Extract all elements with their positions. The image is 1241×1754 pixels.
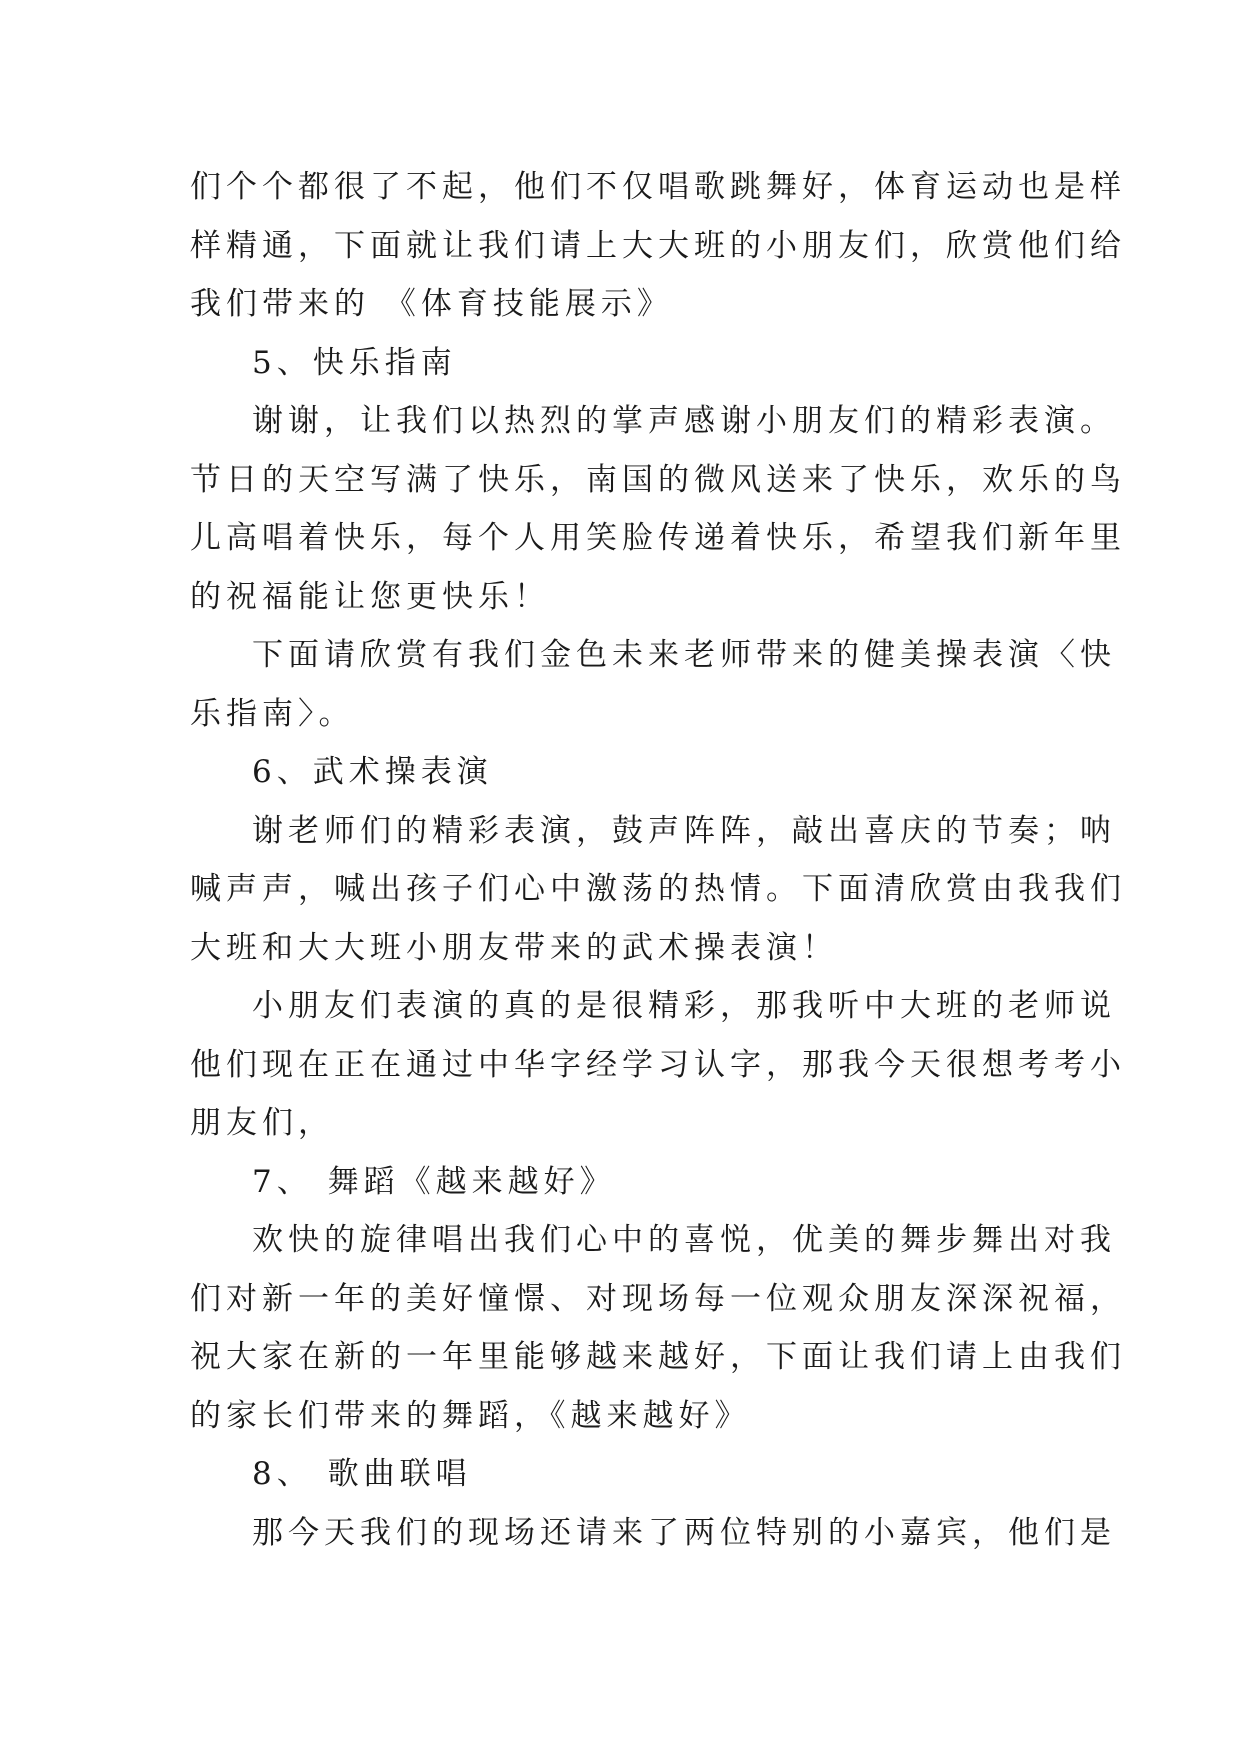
text-line: 大班和大大班小朋友带来的武术操表演！ <box>190 929 838 966</box>
text-line: 儿高唱着快乐，每个人用笑脸传递着快乐，希望我们新年里 <box>190 520 1126 556</box>
text-line: 谢老师们的精彩表演，鼓声阵阵，敲出喜庆的节奏；呐 <box>252 812 1116 849</box>
text-line: 祝大家在新的一年里能够越来越好，下面让我们请上由我们 <box>190 1339 1126 1375</box>
document-body <box>190 158 1126 1562</box>
text-line: 的祝福能让您更快乐！ <box>190 578 550 615</box>
text-line: 乐指南〉。 <box>190 695 355 732</box>
text-line: 我们带来的 《体育技能展示》 <box>190 286 673 322</box>
text-line: 样精通，下面就让我们请上大大班的小朋友们，欣赏他们给 <box>190 227 1126 264</box>
text-line: 那今天我们的现场还请来了两位特别的小嘉宾，他们是 <box>252 1514 1116 1551</box>
section-heading: 6、武术操表演 <box>252 754 493 790</box>
text-line: 他们现在正在通过中华字经学习认字，那我今天很想考考小 <box>190 1046 1126 1083</box>
text-line: 们个个都很了不起，他们不仅唱歌跳舞好，体育运动也是样 <box>190 169 1126 205</box>
text-line: 谢谢，让我们以热烈的掌声感谢小朋友们的精彩表演。 <box>252 403 1116 439</box>
text-line: 下面请欣赏有我们金色未来老师带来的健美操表演〈快 <box>252 637 1116 673</box>
section-heading: 5、快乐指南 <box>252 344 457 381</box>
text-line: 小朋友们表演的真的是很精彩，那我听中大班的老师说 <box>252 988 1116 1024</box>
text-line: 们对新一年的美好憧憬、对现场每一位观众朋友深深祝福， <box>190 1280 1126 1317</box>
text-line: 喊声声，喊出孩子们心中激荡的热情。下面清欣赏由我我们 <box>190 871 1126 907</box>
section-heading: 8、 歌曲联唱 <box>252 1456 472 1492</box>
text-line: 朋友们， <box>190 1105 334 1141</box>
text-line: 节日的天空写满了快乐，南国的微风送来了快乐，欢乐的鸟 <box>190 461 1126 498</box>
text-line: 欢快的旋律唱出我们心中的喜悦，优美的舞步舞出对我 <box>252 1222 1116 1258</box>
section-heading: 7、 舞蹈《越来越好》 <box>252 1163 616 1200</box>
text-line: 的家长们带来的舞蹈，《越来越好》 <box>190 1397 751 1434</box>
